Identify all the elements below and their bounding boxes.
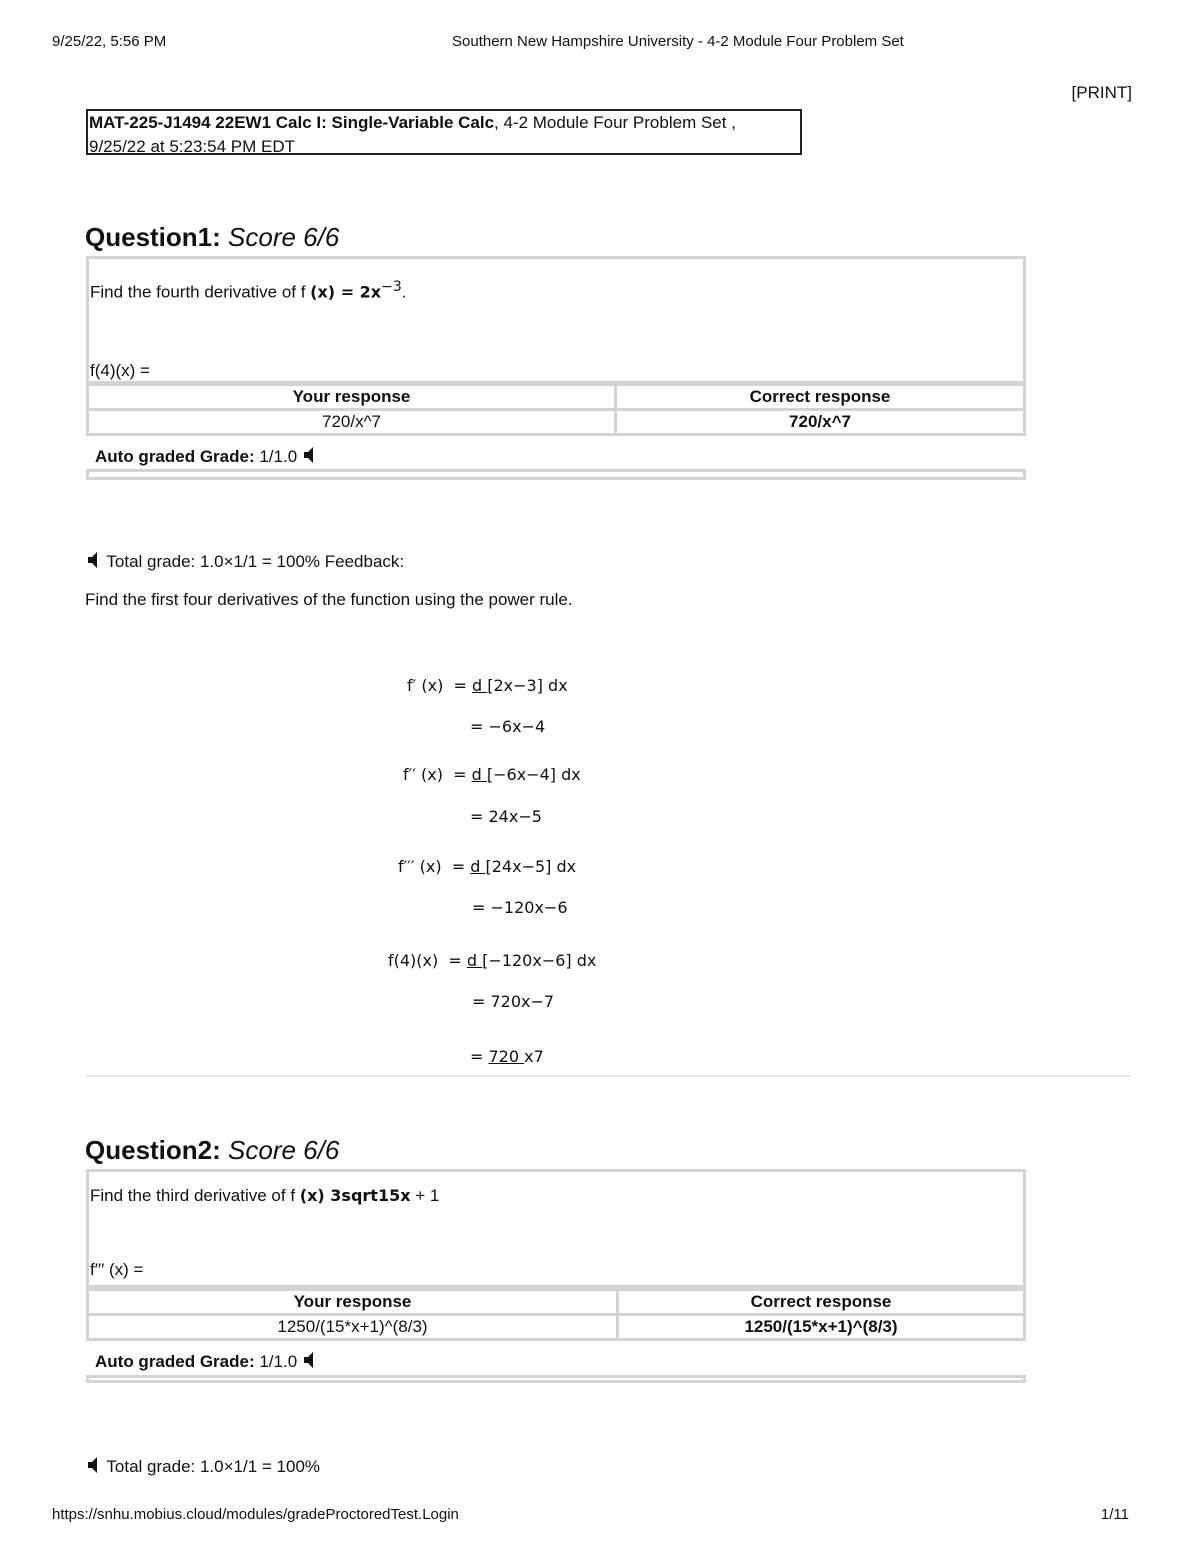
submission-timestamp: 9/25/22 at 5:23:54 PM EDT [89,137,296,156]
step-d: d [466,951,483,970]
correct-response-value: 1250/(15*x+1)^(8/3) [618,1315,1025,1340]
question-2-total-grade [86,1455,320,1477]
final-result [470,1047,544,1066]
final-numerator: 720 [488,1047,525,1066]
step-eq: = [451,857,471,876]
assignment-name: , 4-2 Module Four Problem Set , [494,113,736,132]
speaker-icon[interactable] [86,550,102,570]
correct-response-value: 720/x^7 [616,410,1025,435]
prompt-text: Find the third derivative of f [90,1186,300,1205]
question-1-grade [95,445,318,467]
question-1-score: Score 6/6 [228,222,340,252]
final-eq: = [470,1047,489,1066]
question-1-answer-label: f(4)(x) = [90,361,150,380]
question-2-answer-label: f′′′ (x) = [90,1260,144,1279]
grade-value: 1/1.0 [254,1352,298,1371]
question-2-response-table [86,1288,1026,1341]
prompt-function: (x) = 2x [310,282,382,302]
grade-label: Auto graded Grade: [95,447,255,466]
prompt-exponent: −3 [381,279,402,295]
print-datetime: 9/25/22, 5:56 PM [52,33,167,50]
step-rest: [−120x−6] dx [482,951,597,970]
step-2-line [403,765,581,784]
prompt-end: + 1 [410,1186,440,1205]
step-2-result: = 24x−5 [470,807,542,826]
step-eq: = [453,676,472,695]
speaker-icon[interactable] [302,445,318,465]
speaker-icon[interactable] [302,1350,318,1370]
step-3-line [398,857,576,876]
print-link[interactable]: [PRINT] [1071,83,1132,102]
grade-value: 1/1.0 [254,447,298,466]
question-2-score: Score 6/6 [228,1135,340,1165]
step-rest: [−6x−4] dx [486,765,581,784]
correct-response-header: Correct response [618,1290,1025,1315]
step-d: d [471,676,488,695]
step-rest: [2x−3] dx [487,676,568,695]
question-2-box [86,1169,1026,1288]
prompt-end: . [401,282,407,302]
step-1-result: = −6x−4 [470,717,546,736]
feedback-intro: Find the first four derivatives of the function using the power rule. [85,590,573,609]
question-separator [86,1075,1131,1077]
question-1-total-grade [86,550,404,572]
question-2-grade [95,1350,318,1372]
prompt-text: Find the fourth derivative of f [90,282,311,302]
step-lhs: f′ (x) [407,676,444,695]
step-1-line [407,676,568,695]
step-3-result: = −120x−6 [472,898,568,917]
step-d: d [471,765,487,784]
speaker-icon[interactable] [86,1455,102,1475]
footer-url: https://snhu.mobius.cloud/modules/gradeProctoredTest.Login [52,1506,459,1523]
prompt-function: (x) 3sqrt15x [299,1186,411,1205]
question-2-divider-bar [86,1375,1026,1383]
step-4-result: = 720x−7 [472,992,555,1011]
total-grade-text: Total grade: 1.0×1/1 = 100% [106,1457,321,1476]
print-page-title: Southern New Hampshire University - 4-2 Module Four Problem Set [452,33,904,50]
step-eq: = [453,765,472,784]
step-rest: [24x−5] dx [485,857,577,876]
your-response-value: 1250/(15*x+1)^(8/3) [88,1315,618,1340]
question-1-label: Question1: [85,222,221,252]
step-lhs: f′′′ (x) [398,857,442,876]
question-1-box [86,256,1026,384]
question-2-label: Question2: [85,1135,221,1165]
step-lhs: f′′ (x) [403,765,443,784]
question-1-response-table [86,383,1026,436]
question-2-title [85,1135,339,1166]
assignment-info-box [86,109,802,155]
step-eq: = [448,951,467,970]
question-1-divider-bar [86,469,1026,480]
total-grade-text: Total grade: 1.0×1/1 = 100% Feedback: [106,552,405,571]
your-response-value: 720/x^7 [88,410,616,435]
your-response-header: Your response [88,1290,618,1315]
question-1-prompt [90,279,407,303]
your-response-header: Your response [88,385,616,410]
final-rest: x7 [524,1047,544,1066]
grade-label: Auto graded Grade: [95,1352,255,1371]
course-name: MAT-225-J1494 22EW1 Calc I: Single-Variable Calc [89,113,495,132]
step-lhs: f(4)(x) [388,951,439,970]
step-4-line [388,951,596,970]
correct-response-header: Correct response [616,385,1025,410]
question-2-prompt [90,1186,439,1206]
footer-page-number: 1/11 [1100,1506,1129,1523]
question-1-title [85,222,339,253]
step-d: d [470,857,486,876]
